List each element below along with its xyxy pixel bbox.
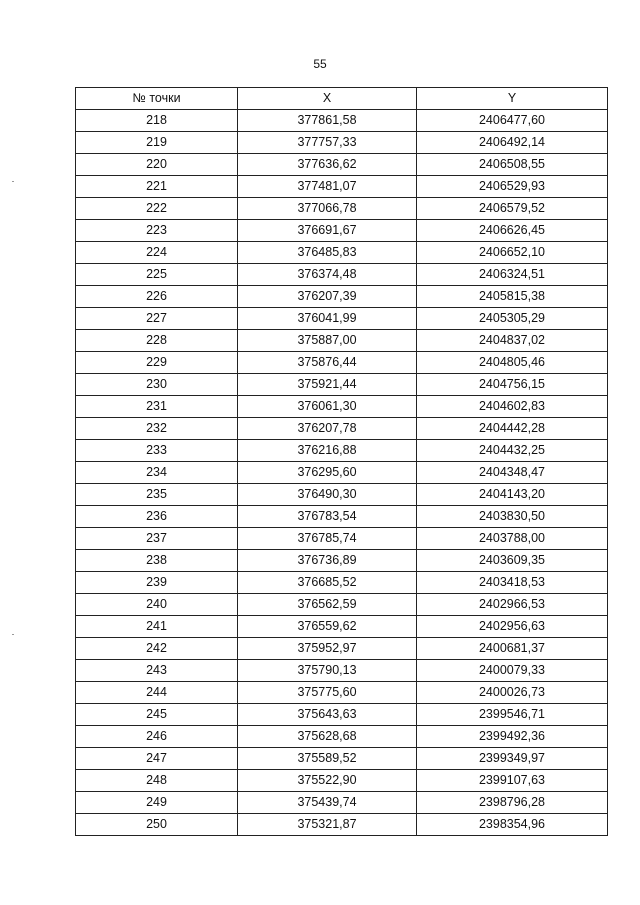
cell-point-number: 236 <box>76 506 238 528</box>
cell-y: 2402966,53 <box>417 594 608 616</box>
cell-y: 2405305,29 <box>417 308 608 330</box>
cell-y: 2404432,25 <box>417 440 608 462</box>
cell-point-number: 237 <box>76 528 238 550</box>
cell-y: 2400079,33 <box>417 660 608 682</box>
cell-y: 2403418,53 <box>417 572 608 594</box>
cell-x: 375522,90 <box>238 770 417 792</box>
table-row <box>76 550 608 572</box>
table-row <box>76 748 608 770</box>
cell-y: 2404805,46 <box>417 352 608 374</box>
table-row <box>76 616 608 638</box>
cell-point-number: 240 <box>76 594 238 616</box>
cell-point-number: 232 <box>76 418 238 440</box>
cell-point-number: 250 <box>76 814 238 836</box>
cell-y: 2406492,14 <box>417 132 608 154</box>
cell-y: 2403830,50 <box>417 506 608 528</box>
coordinates-table <box>75 87 608 836</box>
cell-x: 375628,68 <box>238 726 417 748</box>
column-header-y: Y <box>417 88 608 110</box>
cell-y: 2402956,63 <box>417 616 608 638</box>
scan-speck <box>12 181 14 182</box>
table-row <box>76 704 608 726</box>
cell-y: 2406652,10 <box>417 242 608 264</box>
cell-point-number: 247 <box>76 748 238 770</box>
cell-point-number: 239 <box>76 572 238 594</box>
table-row <box>76 682 608 704</box>
cell-point-number: 241 <box>76 616 238 638</box>
cell-y: 2404143,20 <box>417 484 608 506</box>
cell-x: 377481,07 <box>238 176 417 198</box>
table-row <box>76 198 608 220</box>
cell-x: 376041,99 <box>238 308 417 330</box>
table-row <box>76 814 608 836</box>
cell-point-number: 223 <box>76 220 238 242</box>
table-header-row <box>76 88 608 110</box>
cell-x: 375643,63 <box>238 704 417 726</box>
cell-x: 375952,97 <box>238 638 417 660</box>
table-row <box>76 374 608 396</box>
table-row <box>76 352 608 374</box>
cell-point-number: 235 <box>76 484 238 506</box>
table-row <box>76 462 608 484</box>
cell-point-number: 224 <box>76 242 238 264</box>
scan-speck <box>12 634 14 635</box>
cell-point-number: 220 <box>76 154 238 176</box>
cell-point-number: 229 <box>76 352 238 374</box>
column-header-point-number: № точки <box>76 88 238 110</box>
table-row <box>76 440 608 462</box>
table-row <box>76 286 608 308</box>
table-row <box>76 638 608 660</box>
table-row <box>76 792 608 814</box>
cell-y: 2406529,93 <box>417 176 608 198</box>
cell-x: 377636,62 <box>238 154 417 176</box>
cell-x: 375775,60 <box>238 682 417 704</box>
cell-point-number: 243 <box>76 660 238 682</box>
cell-x: 375921,44 <box>238 374 417 396</box>
cell-x: 377066,78 <box>238 198 417 220</box>
cell-y: 2403788,00 <box>417 528 608 550</box>
cell-x: 375589,52 <box>238 748 417 770</box>
cell-y: 2406579,52 <box>417 198 608 220</box>
cell-y: 2404602,83 <box>417 396 608 418</box>
cell-y: 2399546,71 <box>417 704 608 726</box>
table-row <box>76 660 608 682</box>
cell-y: 2406477,60 <box>417 110 608 132</box>
table-row <box>76 418 608 440</box>
cell-y: 2406324,51 <box>417 264 608 286</box>
table-row <box>76 132 608 154</box>
column-header-x: X <box>238 88 417 110</box>
cell-x: 376736,89 <box>238 550 417 572</box>
cell-y: 2404442,28 <box>417 418 608 440</box>
table-row <box>76 110 608 132</box>
table-row <box>76 484 608 506</box>
cell-y: 2400681,37 <box>417 638 608 660</box>
cell-y: 2399349,97 <box>417 748 608 770</box>
cell-y: 2404837,02 <box>417 330 608 352</box>
cell-point-number: 238 <box>76 550 238 572</box>
cell-y: 2404756,15 <box>417 374 608 396</box>
cell-point-number: 246 <box>76 726 238 748</box>
cell-point-number: 231 <box>76 396 238 418</box>
cell-point-number: 219 <box>76 132 238 154</box>
cell-point-number: 218 <box>76 110 238 132</box>
cell-point-number: 228 <box>76 330 238 352</box>
cell-x: 375876,44 <box>238 352 417 374</box>
cell-x: 377757,33 <box>238 132 417 154</box>
cell-y: 2403609,35 <box>417 550 608 572</box>
cell-point-number: 222 <box>76 198 238 220</box>
cell-y: 2406626,45 <box>417 220 608 242</box>
table-row <box>76 572 608 594</box>
cell-x: 375887,00 <box>238 330 417 352</box>
cell-point-number: 226 <box>76 286 238 308</box>
cell-y: 2400026,73 <box>417 682 608 704</box>
cell-x: 376562,59 <box>238 594 417 616</box>
cell-point-number: 245 <box>76 704 238 726</box>
table-row <box>76 396 608 418</box>
cell-x: 376061,30 <box>238 396 417 418</box>
cell-y: 2399492,36 <box>417 726 608 748</box>
table-row <box>76 594 608 616</box>
cell-point-number: 233 <box>76 440 238 462</box>
table-row <box>76 154 608 176</box>
cell-point-number: 234 <box>76 462 238 484</box>
cell-x: 375790,13 <box>238 660 417 682</box>
cell-x: 376207,78 <box>238 418 417 440</box>
table-row <box>76 308 608 330</box>
cell-x: 376295,60 <box>238 462 417 484</box>
cell-point-number: 227 <box>76 308 238 330</box>
cell-x: 376685,52 <box>238 572 417 594</box>
table-row <box>76 264 608 286</box>
table-row <box>76 242 608 264</box>
cell-x: 376559,62 <box>238 616 417 638</box>
cell-point-number: 248 <box>76 770 238 792</box>
table-row <box>76 176 608 198</box>
cell-x: 376783,54 <box>238 506 417 528</box>
cell-x: 376485,83 <box>238 242 417 264</box>
cell-x: 376691,67 <box>238 220 417 242</box>
cell-point-number: 230 <box>76 374 238 396</box>
cell-point-number: 249 <box>76 792 238 814</box>
cell-y: 2399107,63 <box>417 770 608 792</box>
cell-y: 2404348,47 <box>417 462 608 484</box>
cell-point-number: 225 <box>76 264 238 286</box>
table-row <box>76 330 608 352</box>
cell-x: 376785,74 <box>238 528 417 550</box>
cell-y: 2398354,96 <box>417 814 608 836</box>
cell-y: 2398796,28 <box>417 792 608 814</box>
cell-y: 2405815,38 <box>417 286 608 308</box>
cell-x: 377861,58 <box>238 110 417 132</box>
cell-point-number: 242 <box>76 638 238 660</box>
table-row <box>76 506 608 528</box>
cell-x: 375439,74 <box>238 792 417 814</box>
cell-point-number: 221 <box>76 176 238 198</box>
cell-x: 376207,39 <box>238 286 417 308</box>
cell-point-number: 244 <box>76 682 238 704</box>
table-row <box>76 528 608 550</box>
cell-x: 376490,30 <box>238 484 417 506</box>
table-row <box>76 770 608 792</box>
table-row <box>76 220 608 242</box>
cell-y: 2406508,55 <box>417 154 608 176</box>
cell-x: 376374,48 <box>238 264 417 286</box>
cell-x: 375321,87 <box>238 814 417 836</box>
table-body <box>76 110 608 836</box>
cell-x: 376216,88 <box>238 440 417 462</box>
table-row <box>76 726 608 748</box>
page-number: 55 <box>313 57 327 71</box>
